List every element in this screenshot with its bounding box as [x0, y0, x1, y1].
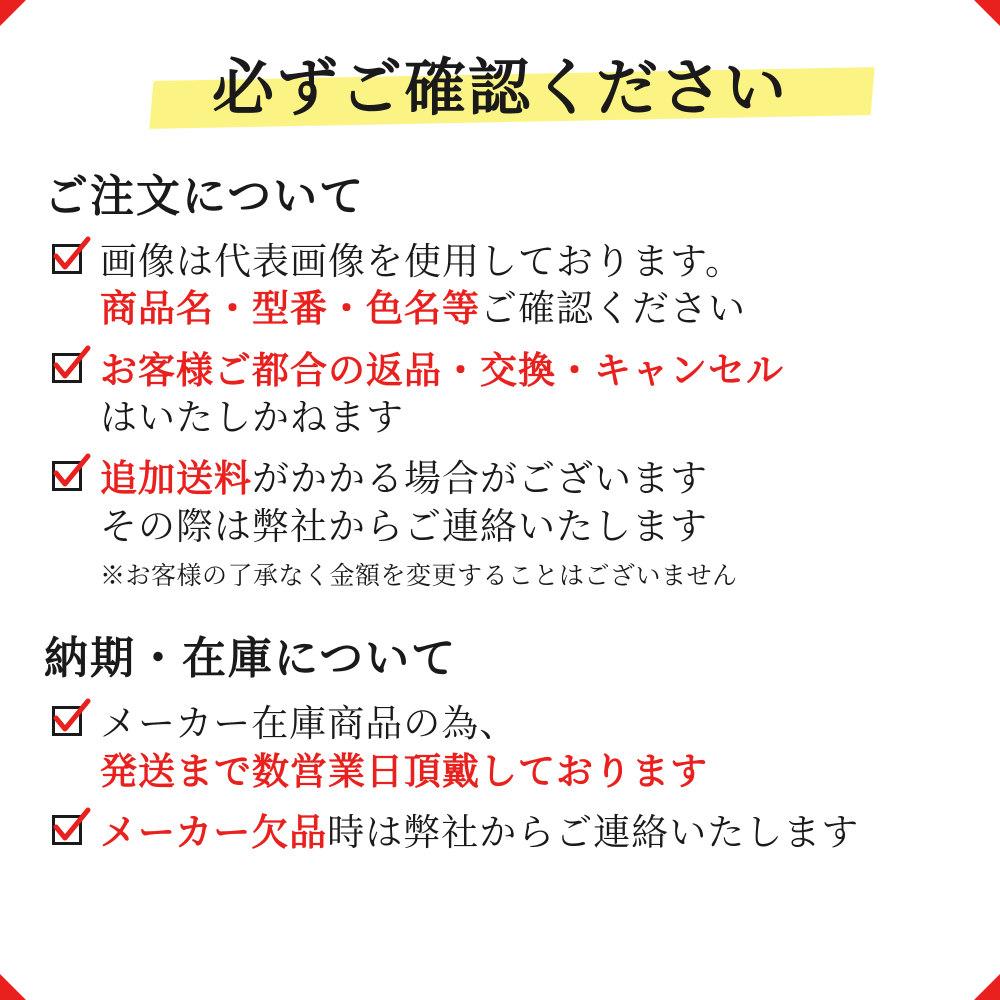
list-item-text: [100, 347, 956, 442]
list-item: [44, 347, 956, 442]
list-item-line: 発送まで数営業日頂戴しております: [100, 748, 708, 793]
list-item-note: ※お客様の了承なく金額を変更することはございません: [100, 561, 738, 591]
checkbox-checked-icon: [52, 244, 88, 280]
list-item: [44, 238, 956, 333]
list-item-line-tail: ご確認ください: [480, 287, 746, 331]
emphasis-text: メーカー欠品: [100, 809, 328, 854]
banner-title: 必ずご確認ください: [211, 51, 788, 124]
list-item-line: [100, 455, 956, 502]
list-item-line-tail: がかかる場合がございます: [252, 457, 708, 501]
list-item-line: その際は弊社からご連絡いたします: [100, 504, 708, 548]
list-item-line: お客様ご都合の返品・交換・キャンセル: [100, 347, 784, 392]
emphasis-text: 商品名・型番・色名等: [100, 286, 480, 331]
checkbox-checked-icon: [52, 353, 88, 389]
list-item-line: [100, 809, 956, 856]
list-item-text: [100, 455, 956, 592]
emphasis-text: 追加送料: [100, 456, 252, 501]
checkbox-checked-icon: [52, 706, 88, 742]
checkbox-checked-icon: [52, 815, 88, 851]
list-item: [44, 809, 956, 856]
checkbox-checked-icon: [52, 461, 88, 497]
section-title-delivery: 納期・在庫について: [44, 633, 458, 685]
list-item: [44, 700, 956, 795]
list-item-line: はいたしかねます: [100, 396, 404, 440]
section-title-orders: ご注文について: [44, 171, 366, 222]
list-item-text: [100, 809, 956, 856]
list-item-line: [100, 285, 956, 332]
list-item-text: [100, 700, 956, 795]
list-item-line-tail: 時は弊社からご連絡いたします: [327, 810, 860, 854]
list-item: [44, 455, 956, 592]
list-item-line: メーカー在庫商品の為、: [100, 702, 518, 746]
banner: [44, 40, 956, 136]
list-item-line: 画像は代表画像を使用しております。: [100, 240, 744, 283]
list-item-text: [100, 238, 956, 333]
